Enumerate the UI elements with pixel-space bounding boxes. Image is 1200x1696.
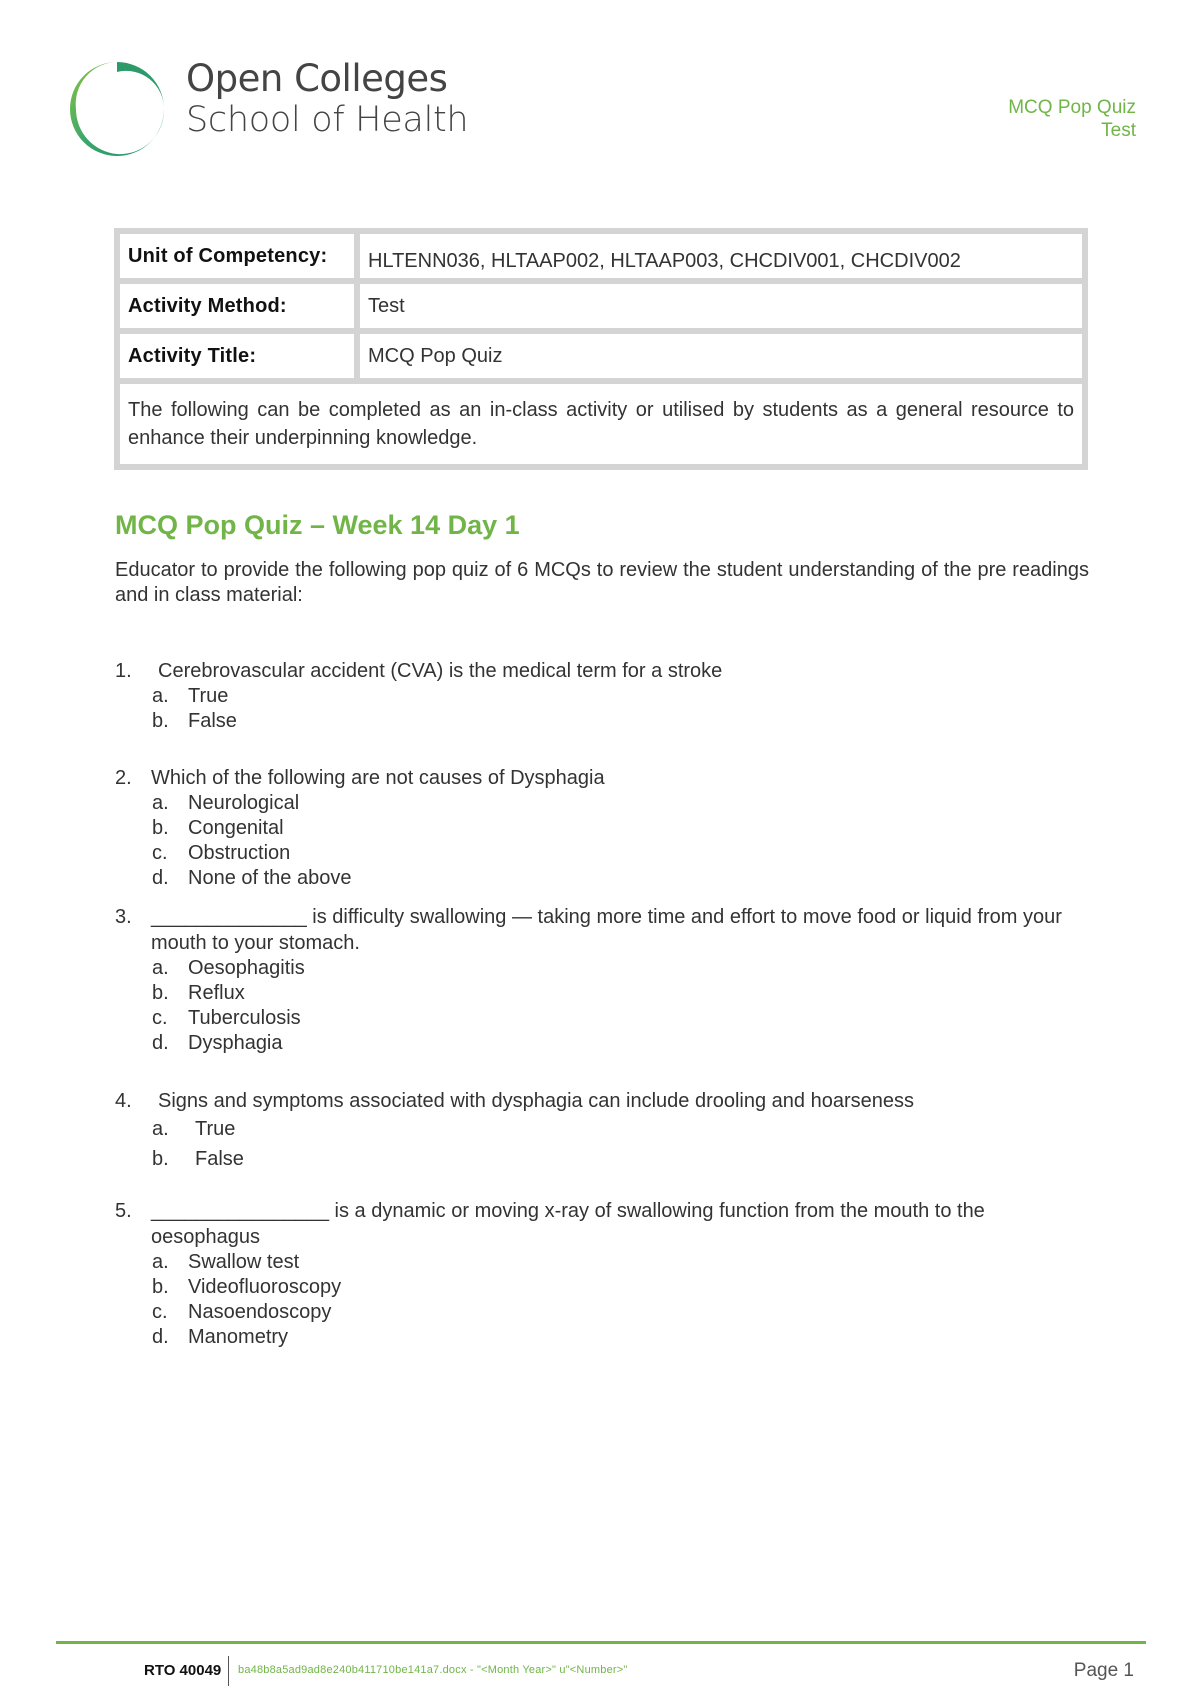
option-letter: a. xyxy=(152,1118,169,1140)
option-text: Manometry xyxy=(188,1326,289,1348)
option-list xyxy=(115,1250,1090,1350)
option-letter: b. xyxy=(152,817,169,839)
option-list xyxy=(115,684,1095,734)
option-a[interactable] xyxy=(115,684,1095,709)
logo-text xyxy=(186,57,469,140)
option-letter: d. xyxy=(152,1326,169,1348)
option-b[interactable] xyxy=(115,709,1095,734)
question-text: ______________ is difficulty swallowing — taking more time and effort to move food or liquid from your mouth to your stomach. xyxy=(151,906,1062,954)
option-text: Reflux xyxy=(188,982,245,1004)
logo xyxy=(64,52,484,162)
logo-ring-icon xyxy=(64,56,170,160)
method-label: Activity Method: xyxy=(117,281,357,331)
option-a[interactable] xyxy=(115,1114,1095,1144)
option-text: Dysphagia xyxy=(188,1032,283,1054)
option-text: True xyxy=(195,1118,236,1140)
question-text: Which of the following are not causes of Dysphagia xyxy=(151,767,605,789)
option-letter: b. xyxy=(152,1148,169,1170)
question-number: 2. xyxy=(115,767,132,789)
option-b[interactable] xyxy=(115,981,1075,1006)
option-a[interactable] xyxy=(115,1250,1090,1275)
option-c[interactable] xyxy=(115,1006,1075,1031)
question-number: 5. xyxy=(115,1200,132,1222)
rto-number: RTO 40049 xyxy=(144,1662,222,1679)
method-value: Test xyxy=(357,281,1085,331)
option-list xyxy=(115,956,1075,1056)
unit-label: Unit of Competency: xyxy=(117,231,357,281)
option-letter: b. xyxy=(152,1276,169,1298)
option-text: Neurological xyxy=(188,792,300,814)
option-a[interactable] xyxy=(115,956,1075,981)
option-text: Swallow test xyxy=(188,1251,300,1273)
question-number: 4. xyxy=(115,1090,132,1112)
document-reference: ba48b8a5ad9ad8e240b411710be141a7.docx - "<Month Year>" u"<Number>" xyxy=(238,1664,628,1676)
option-text: Obstruction xyxy=(188,842,291,864)
option-letter: a. xyxy=(152,685,169,707)
option-text: None of the above xyxy=(188,867,352,889)
header-title: MCQ Pop Quiz xyxy=(1008,97,1136,118)
option-text: Tuberculosis xyxy=(188,1007,301,1029)
option-list xyxy=(115,791,1095,891)
option-letter: a. xyxy=(152,792,169,814)
info-row-method xyxy=(117,281,1085,331)
option-d[interactable] xyxy=(115,1325,1090,1350)
option-letter: c. xyxy=(152,1007,168,1029)
quiz-intro: Educator to provide the following pop quiz of 6 MCQs to review the student understanding of the pre readings and in class material: xyxy=(115,559,1089,606)
question-text: Cerebrovascular accident (CVA) is the medical term for a stroke xyxy=(158,660,723,682)
question-4 xyxy=(115,1088,1095,1174)
option-letter: a. xyxy=(152,957,169,979)
unit-value: HLTENN036, HLTAAP002, HLTAAP003, CHCDIV001, CHCDIV002 xyxy=(357,231,1085,281)
option-b[interactable] xyxy=(115,816,1095,841)
title-label: Activity Title: xyxy=(117,331,357,381)
option-a[interactable] xyxy=(115,791,1095,816)
option-text: False xyxy=(188,710,237,732)
page-number: Page 1 xyxy=(1073,1660,1134,1681)
info-row-note xyxy=(117,381,1085,467)
option-letter: b. xyxy=(152,982,169,1004)
logo-line-1: Open Colleges xyxy=(186,57,448,100)
option-list xyxy=(115,1114,1095,1174)
info-note: The following can be completed as an in-class activity or utilised by students as a general resource to enhance their underpinning knowledge. xyxy=(117,381,1085,467)
question-2 xyxy=(115,765,1095,891)
footer-separator xyxy=(228,1656,229,1686)
option-text: Nasoendoscopy xyxy=(188,1301,332,1323)
option-letter: c. xyxy=(152,842,168,864)
option-letter: c. xyxy=(152,1301,168,1323)
option-letter: b. xyxy=(152,710,169,732)
header-doc-title xyxy=(1008,96,1136,142)
option-d[interactable] xyxy=(115,1031,1075,1056)
question-5 xyxy=(115,1198,1090,1350)
activity-info-table xyxy=(114,228,1088,470)
question-number: 1. xyxy=(115,660,132,682)
option-text: True xyxy=(188,685,229,707)
option-letter: d. xyxy=(152,867,169,889)
option-letter: d. xyxy=(152,1032,169,1054)
option-b[interactable] xyxy=(115,1275,1090,1300)
option-text: Congenital xyxy=(188,817,284,839)
footer-divider xyxy=(56,1641,1146,1644)
info-row-title xyxy=(117,331,1085,381)
quiz-title: MCQ Pop Quiz – Week 14 Day 1 xyxy=(115,510,520,540)
header-subtitle: Test xyxy=(1101,120,1136,141)
question-1 xyxy=(115,658,1095,734)
option-letter: a. xyxy=(152,1251,169,1273)
question-number: 3. xyxy=(115,906,132,928)
option-text: Videofluoroscopy xyxy=(188,1276,342,1298)
option-b[interactable] xyxy=(115,1144,1095,1174)
footer xyxy=(56,1656,1146,1686)
option-text: False xyxy=(195,1148,244,1170)
question-text: ________________ is a dynamic or moving x-ray of swallowing function from the mouth to the oesophagus xyxy=(151,1200,985,1248)
option-c[interactable] xyxy=(115,1300,1090,1325)
question-text: Signs and symptoms associated with dysphagia can include drooling and hoarseness xyxy=(158,1090,915,1112)
option-c[interactable] xyxy=(115,841,1095,866)
option-d[interactable] xyxy=(115,866,1095,891)
question-3 xyxy=(115,904,1075,1056)
title-value: MCQ Pop Quiz xyxy=(357,331,1085,381)
logo-line-2: School of Health xyxy=(186,100,469,140)
option-text: Oesophagitis xyxy=(188,957,305,979)
info-row-unit xyxy=(117,231,1085,281)
